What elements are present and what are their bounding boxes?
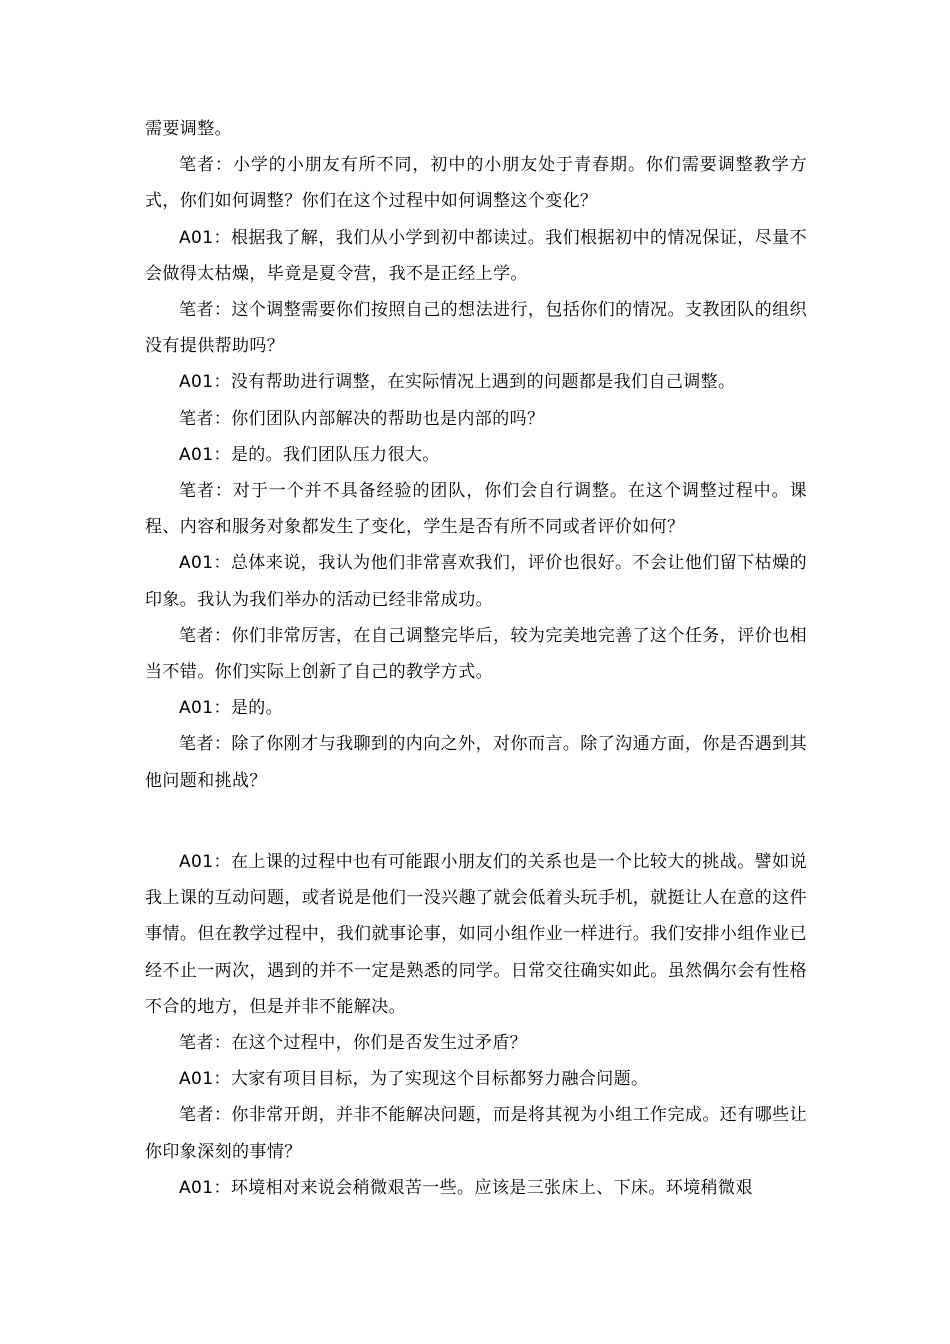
paragraph-interviewer: 笔者：除了你刚才与我聊到的内向之外，对你而言。除了沟通方面，你是否遇到其他问题和挑战？	[145, 734, 807, 791]
paragraph-respondent: A01：没有帮助进行调整，在实际情况上遇到的问题都是我们自己调整。	[179, 372, 736, 393]
paragraph-interviewer: 笔者：对于一个并不具备经验的团队，你们会自行调整。在这个调整过程中。课程、内容和服务对象都发生了变化，学生是否有所不同或者评价如何？	[145, 481, 807, 538]
paragraph-respondent: A01：总体来说，我认为他们非常喜欢我们，评价也很好。不会让他们留下枯燥的印象。我认为我们举办的活动已经非常成功。	[145, 553, 807, 610]
paragraph-respondent: A01：是的。我们团队压力很大。	[179, 444, 440, 465]
paragraph-interviewer: 笔者：你们非常厉害，在自己调整完毕后，较为完美地完善了这个任务，评价也相当不错。你们实际上创新了自己的教学方式。	[145, 625, 807, 683]
paragraph-respondent: A01：环境相对来说会稍微艰苦一些。应该是三张床上、下床。环境稍微艰	[179, 1177, 753, 1198]
paragraph-interviewer: 笔者：小学的小朋友有所不同，初中的小朋友处于青春期。你们需要调整教学方式，你们如何调整？你们在这个过程中如何调整这个变化？	[145, 155, 807, 212]
paragraph-interviewer: 笔者：你们团队内部解决的帮助也是内部的吗？	[179, 408, 545, 429]
interview-text-top	[145, 111, 807, 799]
paragraph-respondent: A01：在上课的过程中也有可能跟小朋友们的关系也是一个比较大的挑战。譬如说我上课的互动问题，或者说是他们一没兴趣了就会低着头玩手机，就挺让人在意的这件事情。但在教学过程中，我们就事论事，如同小组作业一样进行。我们安排小组作业已经不止一两次，遇到的并不一定是熟悉的同学。日常交往确实如此。虽然偶尔会有性格不合的地方，但是并非不能解决。	[145, 852, 807, 1017]
paragraph-respondent: A01：大家有项目目标，为了实现这个目标都努力融合问题。	[179, 1069, 649, 1090]
paragraph-respondent: A01：根据我了解，我们从小学到初中都读过。我们根据初中的情况保证，尽量不会做得太枯燥，毕竟是夏令营，我不是正经上学。	[145, 227, 807, 284]
paragraph-interviewer: 笔者：这个调整需要你们按照自己的想法进行，包括你们的情况。支教团队的组织没有提供帮助吗？	[145, 300, 807, 357]
paragraph-interviewer: 笔者：你非常开朗，并非不能解决问题，而是将其视为小组工作完成。还有哪些让你印象深刻的事情？	[145, 1105, 807, 1162]
interview-text-bottom	[145, 844, 807, 1206]
paragraph-respondent: A01：是的。	[179, 698, 284, 719]
paragraph-interviewer: 笔者：在这个过程中，你们是否发生过矛盾？	[179, 1033, 527, 1054]
paragraph-continuation: 需要调整。	[145, 119, 232, 139]
